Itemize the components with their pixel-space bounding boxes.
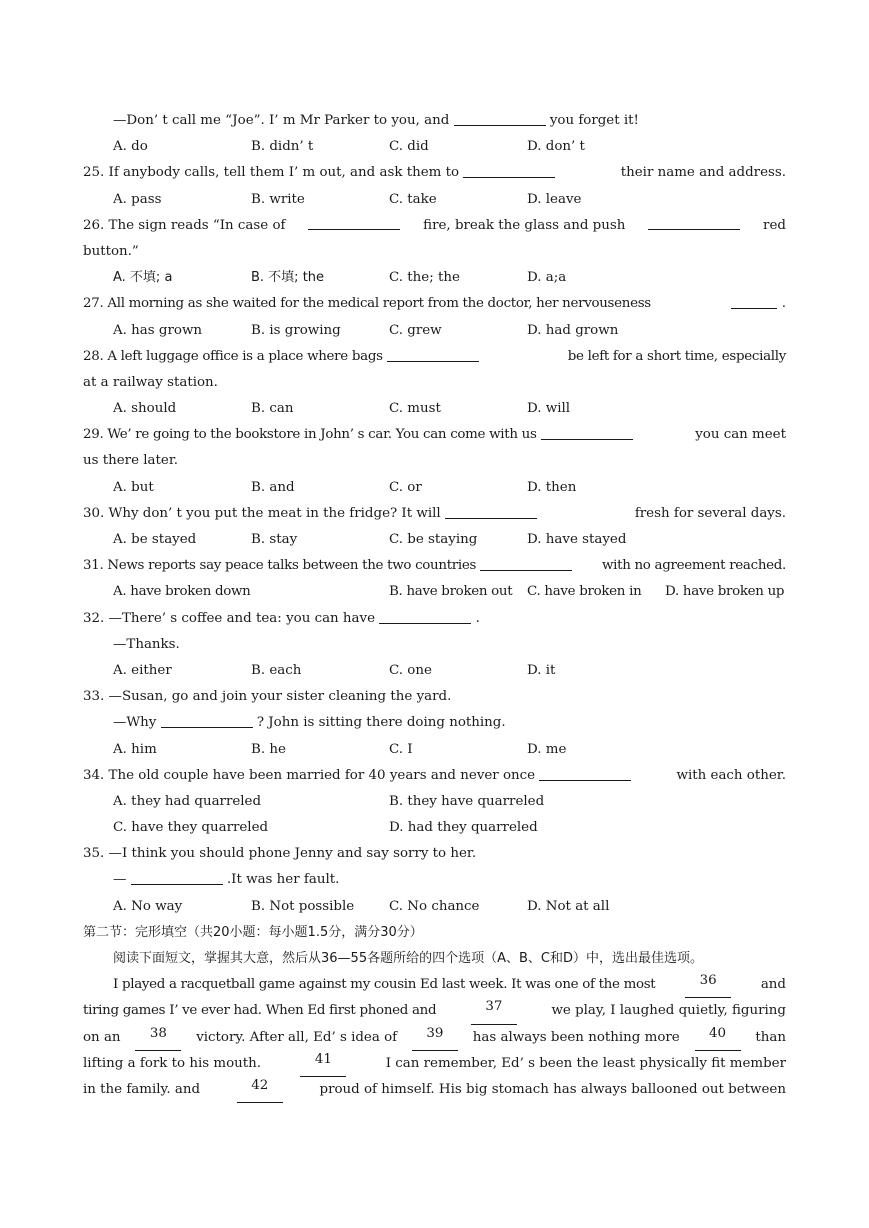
q34-options-row2 bbox=[83, 815, 786, 841]
option-a[interactable]: A. have broken down bbox=[113, 584, 251, 600]
option-a[interactable]: A. 不填; a bbox=[113, 270, 173, 286]
answer-blank[interactable] bbox=[161, 711, 253, 728]
option-b[interactable]: B. 不填; the bbox=[251, 270, 325, 286]
option-b[interactable]: B. have broken out bbox=[389, 584, 513, 600]
q34-stem: 34. The old couple have been married for 40 years and never once with each other. bbox=[83, 763, 786, 789]
option-c[interactable]: C. be staying bbox=[389, 532, 478, 547]
option-c[interactable]: C. did bbox=[389, 139, 429, 155]
option-c[interactable]: C. take bbox=[389, 191, 437, 207]
answer-blank[interactable] bbox=[454, 109, 546, 126]
q26-stem: 26. The sign reads “In case of fire, break the glass and push red bbox=[83, 213, 786, 239]
option-a[interactable]: A. either bbox=[113, 662, 172, 678]
option-d[interactable]: D. don’ t bbox=[527, 139, 585, 155]
option-d[interactable]: D. had they quarreled bbox=[389, 820, 538, 836]
q31-stem: 31. News reports say peace talks between the two countries with no agreement reached. bbox=[83, 553, 786, 579]
q27-stem: 27. All morning as she waited for the medical report from the doctor, her nervouseness . bbox=[83, 291, 786, 317]
passage-line-1: I played a racquetball game against my cousin Ed last week. It was one of the most 36 and bbox=[83, 972, 786, 998]
option-c[interactable]: C. one bbox=[389, 662, 432, 678]
option-d[interactable]: D. have stayed bbox=[527, 532, 627, 547]
option-d[interactable]: D. me bbox=[527, 741, 567, 757]
option-c[interactable]: C. grew bbox=[389, 322, 442, 338]
q29-stem: 29. We’ re going to the bookstore in John’ s car. You can come with us you can meet bbox=[83, 422, 786, 448]
answer-blank[interactable] bbox=[379, 607, 471, 624]
q25-options bbox=[83, 187, 786, 213]
option-d[interactable]: D. then bbox=[527, 479, 577, 495]
passage-line-2: tiring games I’ ve ever had. When Ed first phoned and 37 we play, I laughed quietly, figuring bbox=[83, 998, 786, 1024]
option-b[interactable]: B. they have quarreled bbox=[389, 793, 545, 809]
option-b[interactable]: B. Not possible bbox=[251, 898, 355, 914]
passage-line-4: lifting a fork to his mouth. 41 I can remember, Ed’ s been the least physically fit member bbox=[83, 1051, 786, 1077]
q28-stem-cont: at a railway station. bbox=[83, 374, 218, 390]
q30-options bbox=[83, 527, 786, 553]
option-a[interactable]: A. be stayed bbox=[113, 532, 197, 547]
blank-39[interactable]: 39 bbox=[412, 1025, 458, 1051]
option-a[interactable]: A. No way bbox=[113, 898, 183, 914]
answer-blank[interactable] bbox=[539, 764, 631, 781]
blank-40[interactable]: 40 bbox=[695, 1025, 741, 1051]
q29-options bbox=[83, 475, 786, 501]
section-heading: 第二节：完形填空（共20小题：每小题1.5分，满分30分） bbox=[83, 924, 423, 940]
option-c[interactable]: C. must bbox=[389, 401, 441, 417]
q24-stem: —Don’ t call me “Joe”. I’ m Mr Parker to you, and you forget it! bbox=[83, 108, 786, 134]
blank-42[interactable]: 42 bbox=[237, 1077, 283, 1103]
q26-options bbox=[83, 265, 786, 291]
q32-stem: 32. —There’ s coffee and tea: you can have . bbox=[83, 606, 786, 632]
q25-stem: 25. If anybody calls, tell them I’ m out, and ask them to their name and address. bbox=[83, 160, 786, 186]
option-b[interactable]: B. and bbox=[251, 479, 295, 495]
q30-stem: 30. Why don’ t you put the meat in the fridge? It will fresh for several days. bbox=[83, 501, 786, 527]
q26-stem-cont: button.” bbox=[83, 243, 139, 259]
q28-stem: 28. A left luggage office is a place where bags be left for a short time, especially bbox=[83, 344, 786, 370]
option-d[interactable]: D. Not at all bbox=[527, 898, 610, 914]
option-a[interactable]: A. do bbox=[113, 139, 148, 155]
q35-stem: 35. —I think you should phone Jenny and say sorry to her. bbox=[83, 846, 477, 862]
q33-stem: 33. —Susan, go and join your sister cleaning the yard. bbox=[83, 689, 452, 705]
passage-line-5: in the family. and 42 proud of himself. His big stomach has always ballooned out between bbox=[83, 1077, 786, 1103]
option-c[interactable]: C. the; the bbox=[389, 270, 460, 286]
option-b[interactable]: B. stay bbox=[251, 532, 298, 547]
q24-options bbox=[83, 134, 786, 160]
q32-options bbox=[83, 658, 786, 684]
option-d[interactable]: D. it bbox=[527, 662, 556, 678]
option-c[interactable]: C. I bbox=[389, 741, 413, 757]
exam-page bbox=[83, 108, 786, 1103]
answer-blank[interactable] bbox=[463, 161, 555, 178]
option-a[interactable]: A. they had quarreled bbox=[113, 793, 262, 809]
option-d[interactable]: D. will bbox=[527, 401, 571, 417]
q31-options bbox=[83, 579, 786, 605]
option-b[interactable]: B. can bbox=[251, 401, 294, 417]
answer-blank[interactable] bbox=[731, 292, 777, 309]
q35-reply: — .It was her fault. bbox=[83, 867, 786, 893]
q35-options bbox=[83, 894, 786, 920]
q33-options bbox=[83, 737, 786, 763]
answer-blank[interactable] bbox=[387, 345, 479, 362]
option-b[interactable]: B. each bbox=[251, 662, 302, 678]
q29-stem-cont: us there later. bbox=[83, 453, 179, 469]
option-b[interactable]: B. he bbox=[251, 741, 286, 757]
option-d[interactable]: D. a;a bbox=[527, 270, 567, 286]
q32-reply: —Thanks. bbox=[113, 636, 180, 652]
q28-options bbox=[83, 396, 786, 422]
q27-options bbox=[83, 318, 786, 344]
option-b[interactable]: B. write bbox=[251, 191, 305, 207]
section-instruction: 阅读下面短文，掌握其大意，然后从36—55各题所给的四个选项（A、B、C和D）中，选出最佳选项。 bbox=[113, 951, 703, 966]
answer-blank[interactable] bbox=[648, 213, 740, 230]
answer-blank[interactable] bbox=[480, 554, 572, 571]
option-a[interactable]: A. pass bbox=[113, 191, 162, 207]
option-a[interactable]: A. but bbox=[113, 479, 154, 495]
blank-41[interactable]: 41 bbox=[300, 1051, 346, 1077]
option-d[interactable]: D. have broken up bbox=[665, 584, 785, 600]
option-a[interactable]: A. has grown bbox=[113, 322, 203, 338]
answer-blank[interactable] bbox=[308, 213, 400, 230]
option-a[interactable]: A. him bbox=[113, 741, 157, 757]
option-c[interactable]: C. have broken in bbox=[527, 584, 642, 600]
option-d[interactable]: D. had grown bbox=[527, 322, 619, 338]
option-c[interactable]: C. have they quarreled bbox=[113, 820, 269, 836]
option-a[interactable]: A. should bbox=[113, 401, 177, 417]
blank-37[interactable]: 37 bbox=[471, 998, 517, 1024]
option-b[interactable]: B. didn’ t bbox=[251, 139, 314, 155]
answer-blank[interactable] bbox=[445, 502, 537, 519]
passage-line-3: on an 38 victory. After all, Ed’ s idea of 39 has always been nothing more 40 than bbox=[83, 1025, 786, 1051]
blank-38[interactable]: 38 bbox=[135, 1025, 181, 1051]
answer-blank[interactable] bbox=[131, 868, 223, 885]
q33-reply: —Why ? John is sitting there doing nothing. bbox=[83, 710, 786, 736]
answer-blank[interactable] bbox=[541, 423, 633, 440]
option-c[interactable]: C. or bbox=[389, 479, 422, 495]
blank-36[interactable]: 36 bbox=[685, 972, 731, 998]
option-c[interactable]: C. No chance bbox=[389, 898, 480, 914]
q34-options-row1 bbox=[83, 789, 786, 815]
option-d[interactable]: D. leave bbox=[527, 191, 582, 207]
option-b[interactable]: B. is growing bbox=[251, 322, 341, 338]
